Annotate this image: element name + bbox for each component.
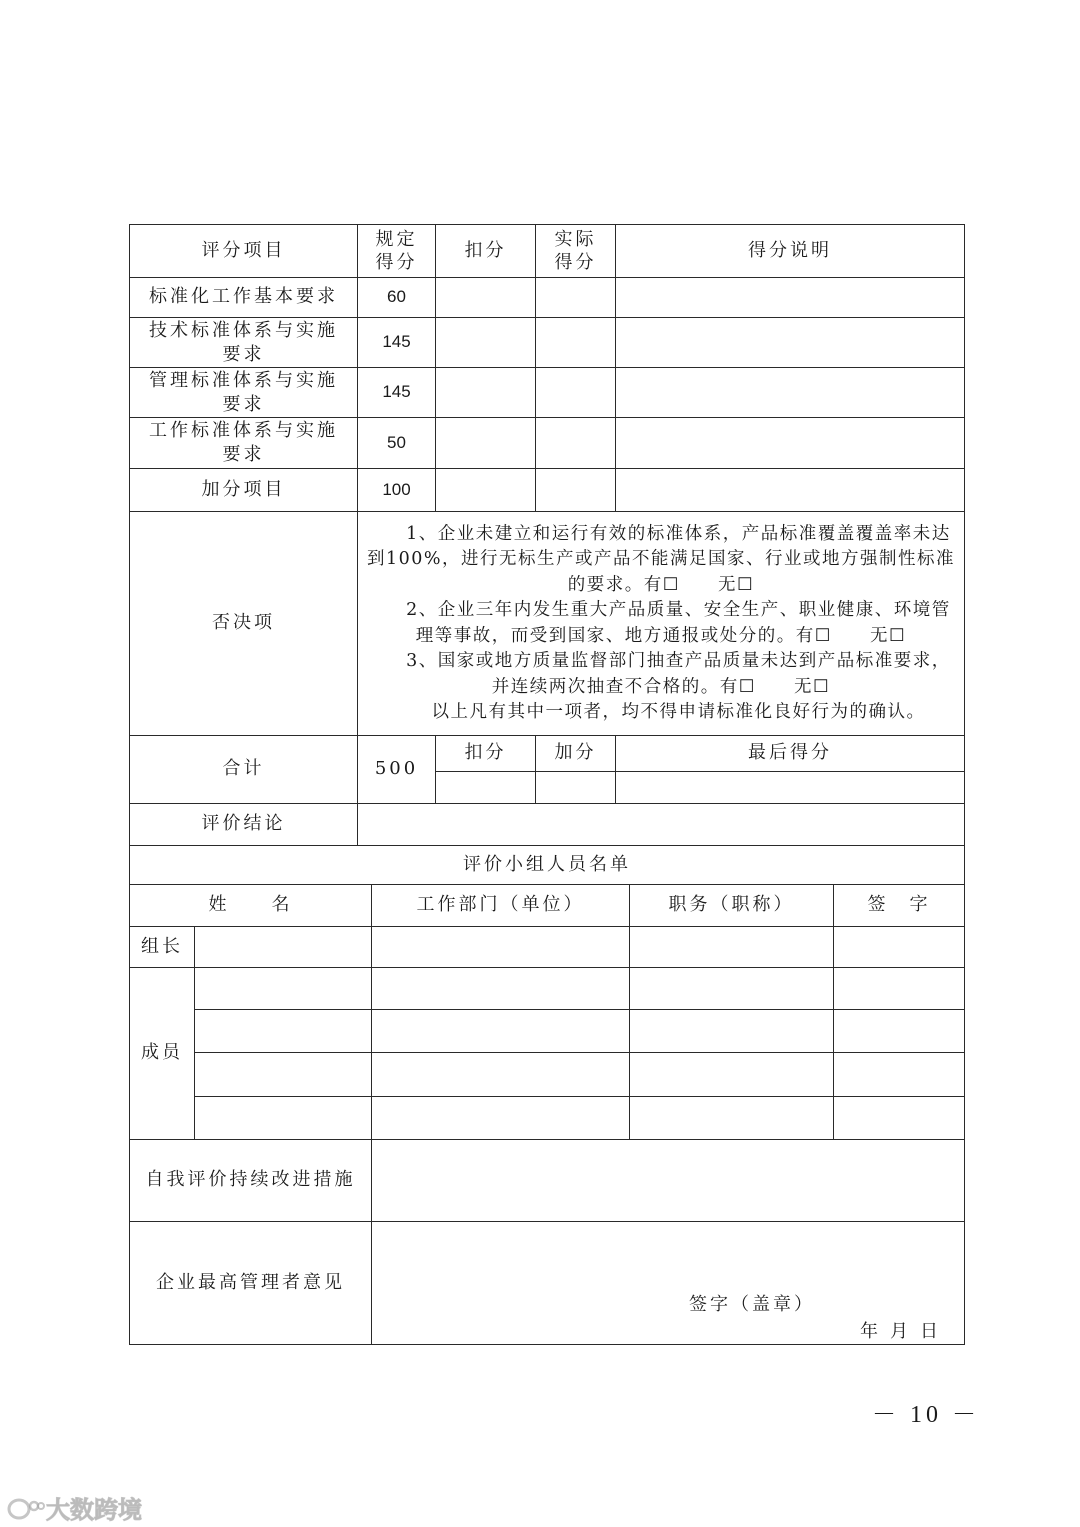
member-name-cell [195,1010,372,1053]
veto-item-3: 3、国家或地方质量监督部门抽查产品质量未达到产品标准要求，并连续两次抽查不合格的。有☐ 无☐ [406,651,951,697]
member-row [130,1097,965,1140]
row-item-l2: 要求 [222,444,265,465]
total-bonus-cell [536,772,616,804]
conclusion-cell [358,804,965,846]
row-score: 50 [358,418,436,469]
date-label: 年月日 [860,1321,951,1342]
header-name: 姓 名 [130,885,372,927]
row-item-l1: 工作标准体系与实施 [149,420,338,441]
leader-dept-cell [372,927,630,968]
row-item: 加分项目 [130,469,358,512]
row-item: 标准化工作基本要求 [130,278,358,318]
member-sign-cell [834,1010,965,1053]
member-dept-cell [372,968,630,1010]
header-dept: 工作部门（单位） [372,885,630,927]
score-table [129,224,965,846]
row-item [130,318,358,368]
member-row [130,1053,965,1097]
total-row [130,736,965,772]
row-deduct-cell [436,469,536,512]
header-std-score-l2: 得分 [375,252,418,273]
row-item-l1: 技术标准体系与实施 [149,319,338,341]
veto-content [358,512,965,736]
row-score: 60 [358,278,436,318]
row-item-l1: 管理标准体系与实施 [149,369,338,391]
member-dept-cell [372,1053,630,1097]
member-position-cell [630,1097,834,1140]
header-sign: 签 字 [834,885,965,927]
total-value: 500 [358,736,436,804]
row-explanation-cell [616,469,965,512]
header-row [130,225,965,278]
header-explanation: 得分说明 [616,225,965,278]
total-label: 合计 [130,736,358,804]
total-deduct-label: 扣分 [436,736,536,772]
member-row [130,968,965,1010]
row-item [130,418,358,469]
table-row [130,418,965,469]
member-dept-cell [372,1097,630,1140]
header-deduct: 扣分 [436,225,536,278]
row-score: 145 [358,318,436,368]
header-std-score-l1: 规定 [375,229,418,250]
member-position-cell [630,1010,834,1053]
member-sign-cell [834,968,965,1010]
row-explanation-cell [616,368,965,418]
header-position: 职务（职称） [630,885,834,927]
leader-row [130,927,965,968]
row-item-l2: 要求 [222,343,265,365]
header-item: 评分项目 [130,225,358,278]
table-row [130,278,965,318]
opinion-label: 企业最高管理者意见 [130,1222,372,1345]
row-deduct-cell [436,318,536,368]
conclusion-row [130,804,965,846]
improvement-cell [372,1140,965,1222]
leader-label: 组长 [130,927,195,968]
header-actual [536,225,616,278]
member-name-cell [195,968,372,1010]
row-score: 145 [358,368,436,418]
header-actual-l1: 实际 [554,229,597,250]
veto-item-2: 2、企业三年内发生重大产品质量、安全生产、职业健康、环境管理等事故，而受到国家、地方通报或处分的。有☐ 无☐ [406,600,951,646]
header-std-score [358,225,436,278]
leader-sign-cell [834,927,965,968]
total-final-cell [616,772,965,804]
veto-note: 以上凡有其中一项者，均不得申请标准化良好行为的确认。 [431,702,926,722]
people-title-row [130,846,965,885]
signature-label: 签字（盖章） [689,1294,815,1315]
row-explanation-cell [616,278,965,318]
row-actual-cell [536,318,616,368]
member-dept-cell [372,1010,630,1053]
watermark [6,1490,142,1525]
improvement-label: 自我评价持续改进措施 [130,1140,372,1222]
conclusion-label: 评价结论 [130,804,358,846]
member-sign-cell [834,1053,965,1097]
watermark-logo-icon [6,1496,46,1522]
people-table [129,845,965,1345]
leader-position-cell [630,927,834,968]
row-actual-cell [536,469,616,512]
row-deduct-cell [436,278,536,318]
row-deduct-cell [436,368,536,418]
row-explanation-cell [616,418,965,469]
leader-name-cell [195,927,372,968]
total-deduct-cell [436,772,536,804]
table-row [130,368,965,418]
opinion-cell [372,1222,965,1345]
page-number: － 10 － [872,1402,980,1428]
row-score: 100 [358,469,436,512]
total-final-label: 最后得分 [616,736,965,772]
row-actual-cell [536,418,616,469]
improvement-row [130,1140,965,1222]
row-item-l2: 要求 [222,393,265,415]
opinion-row [130,1222,965,1345]
member-label: 成员 [130,968,195,1140]
row-deduct-cell [436,418,536,469]
veto-label: 否决项 [130,512,358,736]
row-actual-cell [536,278,616,318]
header-actual-l2: 得分 [554,252,597,273]
table-row [130,469,965,512]
member-position-cell [630,968,834,1010]
member-position-cell [630,1053,834,1097]
table-row [130,318,965,368]
total-bonus-label: 加分 [536,736,616,772]
row-explanation-cell [616,318,965,368]
member-row [130,1010,965,1053]
member-name-cell [195,1053,372,1097]
member-sign-cell [834,1097,965,1140]
row-actual-cell [536,368,616,418]
people-title: 评价小组人员名单 [130,846,965,885]
watermark-text: 大数跨境 [46,1496,142,1524]
veto-item-1: 1、企业未建立和运行有效的标准体系，产品标准覆盖覆盖率未达到100%，进行无标生产或产品不能满足国家、行业或地方强制性标准的要求。有☐ 无☐ [366,523,956,595]
row-item [130,368,358,418]
people-header-row [130,885,965,927]
member-name-cell [195,1097,372,1140]
veto-row [130,512,965,736]
